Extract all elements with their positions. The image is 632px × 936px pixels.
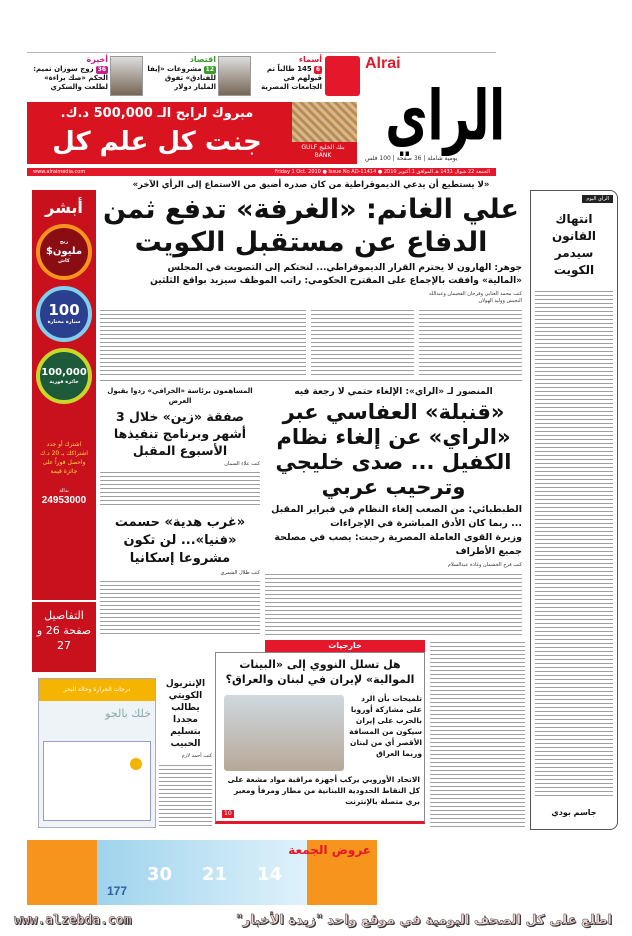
divider xyxy=(100,380,522,381)
story2-bullet: وزيرة القوى العاملة المصرية رحبت: يصب في مصلحة جميع الأطراف xyxy=(274,532,522,557)
foreign-bullet: تلميحات بأن الرد على مشاركة أوروبا بالحرب على إيران سيكون من المسافة الأقصر أي من لبنان وربما العراق xyxy=(349,694,422,758)
sun-icon xyxy=(130,758,142,770)
weather-box[interactable] xyxy=(38,678,156,828)
editorial-author: جاسم بودي xyxy=(551,808,597,817)
circle-main: مليون$ xyxy=(45,246,83,257)
lead-byline: كتب محمد العتابي وفرحان الفحيمان وعبدالله النجيس ووليد الهولان xyxy=(429,291,522,304)
ad-line1: مبروك لرابح الـ 500,000 د.ك. xyxy=(60,106,254,121)
weather-table xyxy=(43,741,151,821)
issue-date: الجمعة 22 شوال 1431 هـ الموافق 1 أكتوبر 2010 ● Friday 1 Oct. 2010 ● Issue No AD-11414 xyxy=(274,169,490,175)
story3-headline[interactable]: صفقة «زين» خلال 3 أشهر وبرنامج تنفيذها الأسبوع المقبل xyxy=(113,409,247,458)
teaser-photo xyxy=(110,56,143,96)
story3-byline: كتب علاء السمان xyxy=(224,461,260,467)
website-link[interactable]: www.alraimedia.com xyxy=(33,169,86,175)
ad-call-label: بدالة xyxy=(59,488,69,494)
top-rule xyxy=(27,52,496,53)
lead-body xyxy=(100,308,522,376)
circle-text: سيارة مختارة xyxy=(47,319,81,325)
masthead-logo xyxy=(365,55,505,165)
bank-banner-ad[interactable] xyxy=(27,102,357,164)
story2 xyxy=(265,386,522,636)
ad-phone: 177 xyxy=(107,884,128,898)
lead-body-text xyxy=(311,308,414,376)
editorial-title[interactable]: انتهاك القانون سيدمر الكويت xyxy=(551,212,597,277)
story3-body-text xyxy=(100,470,260,506)
page-number: 12 xyxy=(205,66,214,73)
foreign-bullet: الاتحاد الأوروبي يركب أجهزة مراقبة مواد مشعة على كل النقاط الحدودية اللبنانية من مطار ومرفأ ومعبر بري متصلة بالإنترنت xyxy=(227,775,420,806)
story2-body-text xyxy=(265,572,522,636)
page-number: 6 xyxy=(315,66,320,73)
promo-site-link[interactable]: www.alzebda.com xyxy=(14,913,132,928)
lead-bullet: جوهر: الهارون لا يحترم القرار الديموقراطي... لنحتكم إلى التصويت في المجلس xyxy=(167,263,522,273)
circle-text: ربح xyxy=(59,239,69,245)
lead-body-text xyxy=(419,308,522,376)
story5-body-text xyxy=(159,763,212,828)
ad-title: أبشر xyxy=(45,198,83,217)
travel-offers-ad[interactable] xyxy=(27,840,377,905)
weather-slogan: خلك بالجو xyxy=(105,707,151,720)
circle-text: كاش xyxy=(58,258,70,264)
page-number: 10 xyxy=(224,810,232,817)
logo-english: Alrai xyxy=(365,55,401,72)
story5-headline[interactable]: الإنتربول الكويتي يطالب مجددا بتسليم الحبيب xyxy=(165,679,206,749)
circle-main: 100,000 xyxy=(41,366,87,378)
editorial-body-text xyxy=(535,289,613,799)
teaser-last[interactable] xyxy=(27,55,108,92)
foreign-news-box[interactable] xyxy=(215,652,425,824)
circle-text: جائزة فورية xyxy=(49,378,79,385)
story2-byline: كتب فرج الخشمان وغادة عبدالسلام xyxy=(447,562,522,568)
foreign-tag: خارجيات xyxy=(265,640,425,652)
missile-photo xyxy=(224,695,344,771)
lead-headline-line2: الدفاع عن مستقبل الكويت xyxy=(134,227,488,258)
circle-main: 100 xyxy=(48,301,80,319)
offer-value: 30 xyxy=(147,864,173,885)
lead-continued-text xyxy=(430,640,525,830)
lead-headline[interactable] xyxy=(100,193,522,259)
offer-value: 14 xyxy=(257,864,283,885)
story2-bullets xyxy=(265,503,522,559)
story2-headline[interactable]: «قنبلة» العفاسي عبر «الراي» عن إلغاء نظام الكفيل ... صدى خليجي وترحيب عربي xyxy=(275,400,512,499)
page-number: 36 xyxy=(97,66,106,73)
story4-headline[interactable]: «غرب هدية» حسمت «فنيا»... لن تكون مشروعا إسكانيا xyxy=(114,515,246,566)
ad-image xyxy=(292,102,357,142)
bank-logo: بنك الخليج GULF BANK xyxy=(301,144,345,159)
teaser-section: أخيرة xyxy=(86,55,108,64)
lead-headline-line1: علي الغانم: «الغرفة» تدفع ثمن xyxy=(102,194,520,225)
date-bar xyxy=(27,168,496,176)
lead-bullet: «المالية» وافقت بالإجماع على المقترح الحكومي: راتب الموظف سيزيد بواقع الثلثين xyxy=(150,276,522,286)
details-box[interactable]: التفاصيل صفحة 26 و 27 xyxy=(32,602,96,672)
subscription-ad[interactable] xyxy=(32,190,96,600)
lead-story xyxy=(100,180,522,376)
story5 xyxy=(159,678,212,828)
names-icon xyxy=(325,56,360,96)
foreign-headline: هل تسلل النووي إلى «البينات الموالية» لإيران في لبنان والعراق؟ xyxy=(225,658,415,686)
promo-text: اطلع على كل الصحف اليومية في موقع واحد "زبدة الأخبار" xyxy=(235,913,612,928)
story3-kicker: المساهمون برئاسة «الخرافي» ردوا بقبول العرض xyxy=(107,387,253,405)
lead-kicker: «لا يستطيع أن يدعي الديموقراطية من كان صدره أضيق من الاستماع إلى الرأي الآخر» xyxy=(132,180,490,190)
teaser-photo xyxy=(218,56,251,96)
promo-banner[interactable] xyxy=(0,906,632,936)
lead-bullets xyxy=(100,262,522,288)
editorial-tag: الرأي اليوم xyxy=(582,195,613,203)
teaser-economy[interactable] xyxy=(145,55,216,92)
story5-byline: كتب أحمد لازم xyxy=(181,753,212,759)
teaser-section: أسماء xyxy=(298,55,322,64)
teaser-text: زوج سوزان تميم: الحكم «صك براءة» لطلعت والسكري xyxy=(33,65,108,91)
story4-body-text xyxy=(100,579,260,636)
editorial-box xyxy=(530,190,618,830)
teaser-section: اقتصاد xyxy=(189,55,216,64)
lead-body-text xyxy=(100,308,306,376)
ad-offer: اشترك أو جدد اشتراكك بـ 20 د.ك واحصل فوراً على جائزة قيمة xyxy=(40,441,88,475)
weather-title: درجات الحرارة وحالة البحر xyxy=(39,679,155,701)
story4-byline: كتب طلال الشمري xyxy=(220,570,260,576)
ad-line2: جنت كل علم كل xyxy=(52,127,262,157)
teaser-text: مشروعات «إيفا للفنادق» تفوق المليار دولار xyxy=(147,65,216,91)
ad-phone: 24953000 xyxy=(41,495,87,506)
ad-title: عروض الجمعة xyxy=(288,843,371,857)
masthead-subtitle: يومية شاملة | 36 صفحة | 100 فلس xyxy=(365,155,458,162)
logo-arabic: الراي xyxy=(385,75,505,156)
story2-kicker: المنصور لـ «الراي»: الإلغاء حتمي لا رجعة فيه xyxy=(294,387,493,397)
teaser-text: 145 طالباً تم قبولهم في الجامعات المصرية xyxy=(261,65,322,91)
offer-value: 21 xyxy=(202,864,228,885)
left-column-stories xyxy=(100,386,260,636)
teaser-names[interactable] xyxy=(253,55,322,92)
story2-bullet: الطبطبائي: من الصعب إلغاء النظام في فبراير المقبل ... ربما كان الأدق المباشرة في الإجراءات xyxy=(271,504,522,529)
